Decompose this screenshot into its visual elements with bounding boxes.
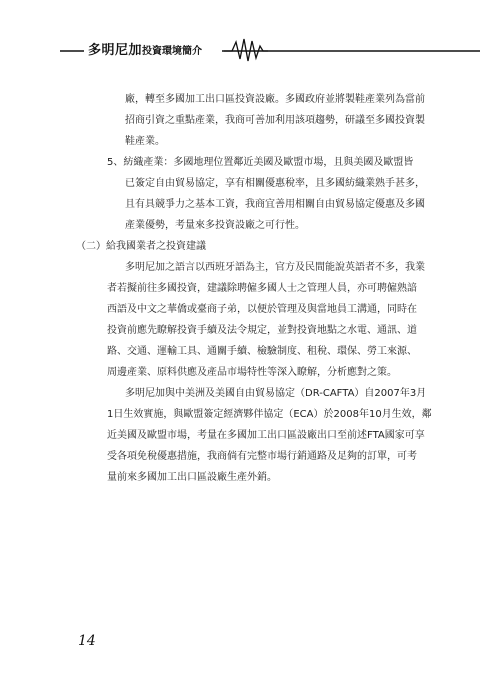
header-title [88, 43, 202, 59]
body-line: 投資前應先瞭解投資手續及法令規定，並對投資地點之水電、通訊、道 [107, 325, 417, 336]
body-line: 西語及中文之華僑或臺商子弟，以便於管理及與當地員工溝通，同時在 [107, 304, 417, 315]
body-line: 量前來多國加工出口區設廠生產外銷。 [107, 472, 277, 483]
section-heading: （二）給我國業者之投資建議 [76, 241, 206, 252]
body-line: 1日生效實施，與歐盟簽定經濟夥伴協定（ECA）於2008年10月生效，鄰 [107, 409, 432, 420]
body-line: 近美國及歐盟市場，考量在多國加工出口區設廠出口至前述FTA國家可享 [107, 430, 425, 441]
body-line: 多明尼加與中美洲及美國自由貿易協定（DR-CAFTA）自2007年3月 [125, 388, 427, 399]
body-line: 招商引資之重點產業，我商可善加利用該項趨勢，研議至多國投資製 [125, 115, 425, 126]
list-item-heading: 5、紡織產業：多國地理位置鄰近美國及歐盟市場，且與美國及歐盟皆 [107, 157, 414, 168]
header-rule-waveform [0, 30, 480, 70]
body-line: 產業優勢，考量來多投資設廠之可行性。 [125, 220, 305, 231]
page-number: 14 [78, 633, 96, 649]
body-line: 者若擬前往多國投資，建議除聘僱多國人士之管理人員，亦可聘僱熟諳 [107, 283, 417, 294]
body-line: 周邊產業、原料供應及產品市場特性等深入瞭解，分析應對之策。 [107, 367, 397, 378]
body-line: 廠，轉至多國加工出口區投資設廠。多國政府並將製鞋產業列為當前 [125, 94, 425, 105]
header-title-sub: 投資環境簡介 [142, 46, 203, 57]
body-line: 已簽定自由貿易協定，享有相關優惠稅率，且多國紡織業熟手甚多， [125, 178, 425, 189]
body-line: 路、交通、運輸工具、通關手續、檢驗制度、租稅、環保、勞工來源、 [107, 346, 417, 357]
body-line: 鞋產業。 [125, 136, 165, 147]
page-header [0, 30, 480, 70]
header-title-main: 多明尼加 [88, 43, 143, 58]
body-line: 且有具競爭力之基本工資，我商宜善用相關自由貿易協定優惠及多國 [125, 199, 425, 210]
body-line: 多明尼加之語言以西班牙語為主，官方及民間能說英語者不多，我業 [125, 262, 425, 273]
body-line: 受各項免稅優惠措施，我商倘有完整市場行銷通路及足夠的訂單，可考 [107, 451, 417, 462]
